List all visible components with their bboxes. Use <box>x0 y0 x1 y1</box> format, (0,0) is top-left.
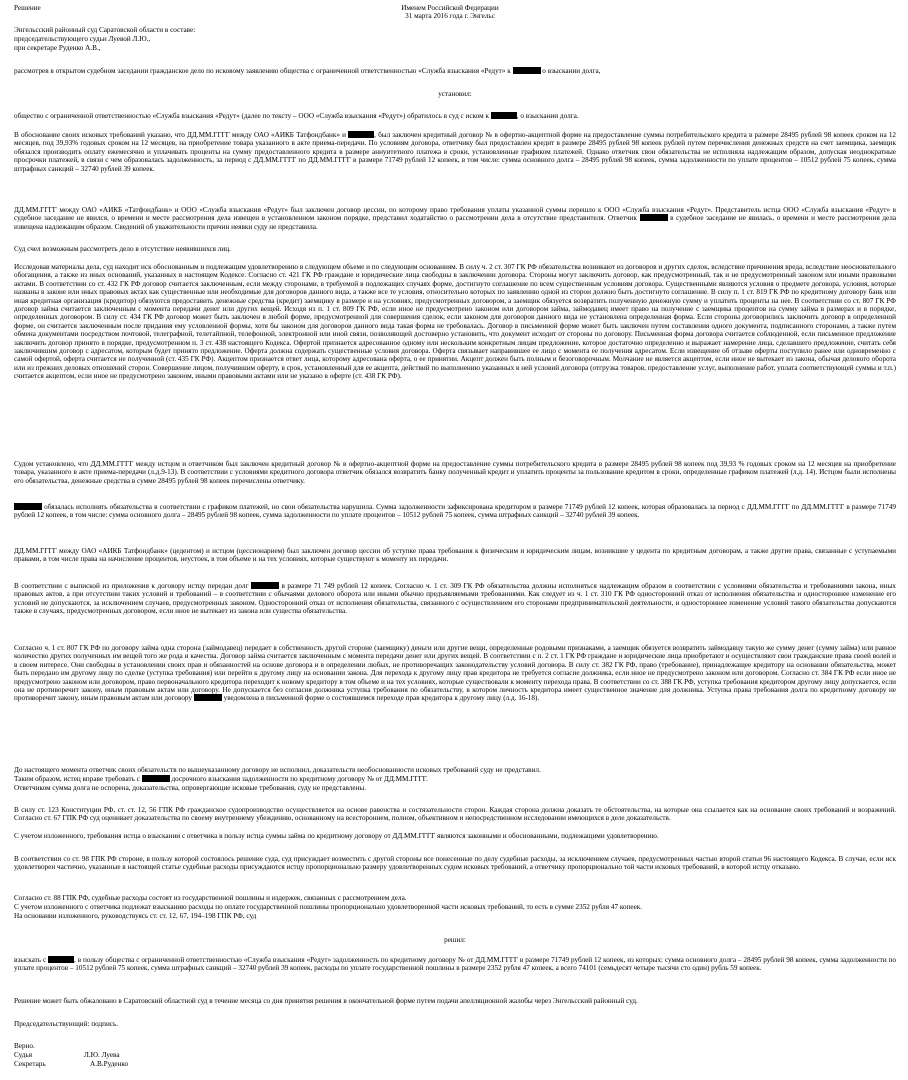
header-line-date-place: 31 марта 2016 года г. Энгельс <box>405 12 495 21</box>
paragraph-text: В обоснование своих исковых требований указано, что ДД.ММ.ГГГГ между ОАО «АИКБ Татфондбанк» и <box>14 131 346 139</box>
redacted-name <box>194 694 222 701</box>
redacted-name <box>491 112 517 119</box>
court-composition: Энгельсский районный суд Саратовской области в составе: <box>14 26 196 34</box>
presiding-signature: Председательствующий: подпись. <box>14 1020 119 1028</box>
paragraph-claim-right <box>14 775 896 783</box>
paragraph-text: Согласно ч. 1 ст. 807 ГК РФ по договору займа одна сторона (займодавец) передает в собственность другой стороне (заемщику) деньги или другие вещи, определенные родовыми признаками, а заемщик обязуется возвратить займодавцу такую же сумму денег (сумму займа) или равное количество других полученных им вещей того же рода и качества. Договор займа считается заключенным с момента передачи денег или других вещей. В соответствии с п. 2 ст. 1 ГК РФ граждане и юридические лица приобретают и осуществляют свои гражданские права своей волей и в своем интересе. Они свободны в установлении своих прав и обязанностей на основе договора и в определении любых, не противоречащих законодательству условий договора. В силу ст. 382 ГК РФ, право (требование), принадлежащее кредитору на основании обязательства, может быть передано им другому лицу по сделке (уступка требования) или перейти к другому лицу на основании закона. Для перехода к другому лицу прав кредитора не требуется согласие должника, если иное не предусмотрено законом или договором. Согласно ст. 384 ГК РФ если иное не предусмотрено законом или договором, право первоначального кредитора переходит к новому кредитору в том объеме и на тех условиях, которые существовали к моменту перехода права. В соответствии со ст. 388 ГК РФ, уступка требования кредитором другому лицу допускается, если она не противоречит закону, иным правовым актам или договору. Не допускается без согласия должника уступка требования по обязательству, в котором личность кредитора имеет существенное значение для должника. Уступка права требования долга по кредитному договору не противоречит закону, иным правовым актам или договору <box>14 644 896 703</box>
redacted-name <box>348 131 374 138</box>
paragraph-legal-analysis: Исследовав материалы дела, суд находит иск обоснованным и подлежащим удовлетворению в следующем объеме и по следующим основаниям. В силу ч. 2 ст. 307 ГК РФ обязательства возникают из договоров и других сделок, вследствие причинения вреда, вследствие неосновательного обогащения, а также из иных оснований, указанных в настоящем Кодексе. Согласно ст. 421 ГК РФ граждане и юридические лица свободны в заключении договора. Стороны могут заключить договор, как предусмотренный, так и не предусмотренный законом или иными правовыми актами. В соответствии со ст. 432 ГК РФ договор считается заключенным, если между сторонами, в требуемой в подлежащих случаях форме, достигнуто соглашение по всем существенным условиям договора. Существенными являются условия о предмете договора, условия, которые названы в законе или иных правовых актах как существенные или необходимые для договоров данного вида, а также все те условия, относительно которых по заявлению одной из сторон должно быть достигнуто соглашение. В силу п. 1 ст. 819 ГК РФ по кредитному договору банк или иная кредитная организация (кредитор) обязуются предоставить денежные средства (кредит) заемщику в размере и на условиях, предусмотренных договором, а заемщик обязуется возвратить полученную денежную сумму и уплатить проценты на нее. В соответствии со ст. 807 ГК РФ договор займа считается заключенным с момента передачи денег или других вещей. Исходя из п. 1 ст. 809 ГК РФ, если иное не предусмотрено законом или договором займа, займодавец имеет право на получение с заемщика процентов на сумму займа в размерах и в порядке, определенных договором. В силу ст. 434 ГК РФ договор может быть заключен в любой форме, предусмотренной для совершения сделок, если законом для договоров данного вида не установлена определенная форма. Если стороны договорились заключить договор в определенной форме, он считается заключенным после придания ему условленной формы, хотя бы законом для договоров данного вида такая форма не требовалась. Договор в письменной форме может быть заключен путем составления одного документа, подписанного сторонами, а также путем обмена документами посредством почтовой, телеграфной, телетайпной, телефонной, электронной или иной связи, позволяющей достоверно установить, что документ исходит от стороны по договору. Письменная форма договора считается соблюденной, если письменное предложение заключить договор принято в порядке, предусмотренном п. 3 ст. 438 настоящего Кодекса. Офертой признается адресованное одному или нескольким конкретным лицам предложение, которое достаточно определенно и выражает намерение лица, сделавшего предложение, считать себя заключившим договор с адресатом, которым будет принято предложение. Оферта должна содержать существенные условия договора. Оферта связывает направившее ее лицо с момента ее получения адресатом. Если извещение об отзыве оферты поступило ранее или одновременно с самой офертой, оферта считается не полученной (ст. 435 ГК РФ). Акцептом признается ответ лица, которому адресована оферта, о ее принятии. Акцепт должен быть полным и безоговорочным. Молчание не является акцептом, если иное не вытекает из закона, обычая делового оборота или из прежних деловых отношений сторон. Совершение лицом, получившим оферту, в срок, установленный для ее акцепта, действий по выполнению указанных в ней условий договора (отгрузка товаров, предоставление услуг, выполнение работ, уплата соответствующей суммы и т.п.) считается акцептом, если иное не предусмотрено законом, иными правовыми актами или не указано в оферте (ст. 438 ГК РФ). <box>14 263 896 381</box>
redacted-name <box>14 503 42 510</box>
redacted-name <box>251 582 279 589</box>
claim-text-before: общество с ограниченной ответственностью «Служба взыскания «Редут» (далее по тексту – ООО «Служба взыскания «Редут») обратилось в суд с иском к <box>14 112 489 120</box>
intro-paragraph <box>14 67 896 75</box>
paragraph-text: , был заключен кредитный договор № в офертно-акцептной форме на предоставление суммы потребительского кредита в размере 28495 рублей 98 копеек сроком на 12 месяцев, под 39,93% годовых сроком на 12 месяцев, на приобретение товара указанного в акте приема-передачи. По условиям договора, ответчику был предоставлен кредит в размере 28495 рублей 98 копеек рублей путем перечисления денежных средств на счет заемщика, заемщик обязался производить оплату ежемесячно и уплачивать проценты на сумму предоставленного кредита в размере аннуитетного платежа в сроки, установленные графиком платежей. Однако ответчик свои обязательства не исполняла надлежащим образом, допуская неоднократные просрочки платежей, в связи с чем образовалась задолженность, за период с ДД.ММ.ГГГГ по ДД.ММ.ГГГГ в размере 71749 рублей 12 копеек, в том числе: сумма основного долга – 28495 рублей 98 копеек, сумма задолженности по уплате процентов – 10512 рублей 75 копеек, сумма штрафных санкций – 32740 рублей 39 копеек. <box>14 131 897 173</box>
paragraph-text: обязалась исполнять обязательства в соответствии с графиком платежей, но свои обязательства нарушила. Сумма задолженности зафиксирована кредитором в размере 71749 рублей 12 копеек, которая образовалась за период с ДД.ММ.ГГГГ по ДД.ММ.ГГГГ в размере 71749 рублей 12 копеек, в том числе: сумма основного долга – 28495 рублей 98 копеек, сумма задолженности по уплате процентов – 10512 рублей 75 копеек, сумма штрафных санкций – 32740 рублей 39 копеек. <box>14 503 897 520</box>
header-line-federation: Именем Российской Федерации <box>401 4 499 12</box>
secretary-name: А.В.Руденко <box>90 1060 129 1068</box>
paragraph-duty-amount: С учетом изложенного с ответчика подлежат взысканию расходы по оплате государственной пошлины пропорционально удовлетворенной части исковых требований, то есть в сумме 2352 рубля 47 копеек. <box>14 903 643 911</box>
section-reshil: решил: <box>444 936 466 944</box>
paragraph-conclusion: С учетом изложенного, требования истца о взыскании с ответчика в пользу истца суммы займа по кредитному договору от ДД.ММ.ГГГГ являются законными и обоснованными, подлежащими удовлетворению. <box>14 832 659 840</box>
secretary-role: Секретарь <box>14 1060 46 1068</box>
court-judge: председательствующего судьи Луевой Л.Ю., <box>14 35 151 43</box>
paragraph-grounds-articles: На основании изложенного, руководствуясь ст. ст. 12, 67, 194–198 ГПК РФ, суд <box>14 912 257 920</box>
paragraph-ruling <box>14 956 896 973</box>
paragraph-absence: Суд счел возможным рассмотреть дело в отсутствие неявившихся лиц. <box>14 245 231 253</box>
redacted-name <box>513 67 541 74</box>
paragraph-text: в судебное заседание не явилась, о времени и месте рассмотрения дела извещена надлежащим образом. Сведений об уважительности причин неявки суду не представила. <box>14 214 897 231</box>
redacted-name <box>48 956 74 963</box>
paragraph-court-costs: В соответствии со ст. 98 ГПК РФ стороне, в пользу которой состоялось решение суда, суд присуждает возместить с другой стороны все понесенные по делу судебные расходы, за исключением случаев, предусмотренных частью второй статьи 96 настоящего Кодекса. В случае, если иск удовлетворен частично, указанные в настоящей статье судебные расходы присуждаются истцу пропорционально размеру удовлетворенных судом исковых требований, а ответчику пропорционально той части исковых требований, в которой истцу отказано. <box>14 855 896 872</box>
verno-label: Верно. <box>14 1042 35 1050</box>
redacted-name <box>142 775 170 782</box>
claim-paragraph <box>14 112 896 120</box>
paragraph-loan-law <box>14 644 896 703</box>
paragraph-debt-amount <box>14 503 896 520</box>
paragraph-state-duty: Согласно ст. 88 ГПК РФ, судебные расходы состоят из государственной пошлины и издержек, связанных с рассмотрением дела. <box>14 894 407 902</box>
paragraph-constitution: В силу ст. 123 Конституции РФ, ст. ст. 12, 56 ГПК РФ гражданское судопроизводство осуществляется на основе равенства и состязательности сторон. Каждая сторона должна доказать те обстоятельства, на которые она ссылается как на основание своих требований и возражений. Согласно ст. 67 ГПК РФ суд оценивает доказательства по своему внутреннему убеждению, основанному на всестороннем, полном, объективном и непосредственном исследовании имеющихся в деле доказательств. <box>14 806 896 823</box>
judge-role: Судья <box>14 1051 32 1059</box>
section-ustanovil: установил: <box>438 90 472 98</box>
paragraph-text: , в пользу общества с ограниченной ответственностью «Служба взыскания «Редут» задолженность по кредитному договору № от ДД.ММ.ГГГГ в размере 71749 рублей 12 копеек, из которых: сумма основного долга – 28495 рублей 98 копеек, сумма задолженности по уплате процентов – 10512 рублей 75 копеек, сумма штрафных санкций – 32740 рублей 39 копеек, расходы по уплате государственной пошлины в размере 2352 рубля 47 копеек, а всего 74101 (семьдесят четыре тысячи сто один) рубль 59 копеек. <box>14 956 896 973</box>
document-type-label: Решение <box>14 4 41 12</box>
paragraph-established-facts: Судом установлено, что ДД.ММ.ГГГГ между истцом и ответчиком был заключен кредитный договор № в офертно-акцептной форме на предоставление суммы потребительского кредита в размере 28495 рублей 98 копеек под 39,93 % годовых сроком на 12 месяцев на приобретение товара, указанного в акте приема-передачи (л.д.9-13). В соответствии с условиями кредитного договора ответчик обязался возвратить банку полученный кредит и уплатить проценты за пользование кредитом в сроки, определенные графиком платежей (л.д. 14). Истцом были исполнены его обязательства, денежные средства в сумме 28495 рублей 98 копеек перечислены ответчику. <box>14 460 896 485</box>
paragraph-text: В соответствии с выпиской из приложения к договору истцу передан долг <box>14 582 249 590</box>
paragraph-text: досрочного взыскания задолженности по кредитному договору № от ДД.ММ.ГГГГ. <box>171 775 428 783</box>
paragraph-text: в размере 71 749 рублей 12 копеек. Согласно ч. 1 ст. 309 ГК РФ обязательства должны исполняться надлежащим образом в соответствии с условиями обязательства и требованиями закона, иных правовых актов, а при отсутствии таких условий и требований – в соответствии с обычаями делового оборота или иными обычно предъявляемыми требованиями. Как следует из ч. 1 ст. 310 ГК РФ односторонний отказ от исполнения обязательства и одностороннее изменение его условий не допускаются, за исключением случаев, предусмотренных законом. Односторонний отказ от исполнения обязательства, связанного с осуществлением его сторонами предпринимательской деятельности, и одностороннее изменение условий такого обязательства допускаются также в случаях, предусмотренных договором, если иное не вытекает из закона или существа обязательства. <box>14 582 897 616</box>
paragraph-text: Таким образом, истец вправе требовать с <box>14 775 140 783</box>
intro-text-before: рассмотрев в открытом судебном заседании гражданское дело по исковому заявлению общества с ограниченной ответственностью «Служба взыскания «Редут» к <box>14 67 511 75</box>
judge-name: Л.Ю. Луева <box>84 1051 120 1059</box>
paragraph-not-disputed: Ответчиком сумма долга не оспорена, доказательства, опровергающие исковые требования, суду не представлены. <box>14 784 367 792</box>
document-header <box>350 4 550 21</box>
paragraph-text: взыскать с <box>14 956 47 964</box>
court-secretary: при секретаре Руденко А.В., <box>14 44 101 52</box>
paragraph-text: уведомлена в письменной форме о состоявшемся переходе прав кредитора к другому лицу (л.д. 16-18). <box>223 694 540 703</box>
redacted-name <box>640 214 668 221</box>
paragraph-transfer <box>14 582 896 616</box>
paragraph-nonperformance: До настоящего момента ответчик своих обязательств по вышеуказанному договору не исполнил, доказательств необоснованности исковых требований суду не представил. <box>14 766 541 774</box>
paragraph-grounds <box>14 131 896 173</box>
intro-text-after: о взыскании долга, <box>542 67 601 75</box>
paragraph-text: ДД.ММ.ГГГГ между ОАО «АИКБ «Татфондбанк» и ООО «Служба взыскания «Редут» был заключен договор цессии, по которому право требования уплаты указанной суммы перешло к ООО «Служба взыскания «Редут». Представитель истца ООО «Служба взыскания «Редут» в судебное заседание не явился, о времени и месте рассмотрения дела извещен в установленном законом порядке, представил ходатайство о рассмотрении дела в отсутствие представителя. Ответчик <box>14 206 896 223</box>
paragraph-cession-agreement: ДД.ММ.ГГГГ между ОАО «АИКБ Татфондбанк» (цедентом) и истцом (цессионарием) был заключен договор цессии об уступке права требования к физическим и юридическим лицам, возникшие у цедента по кредитным договорам, а также другие права, связанные с уступаемыми правами, в том числе права на начисление процентов, неустоек, в том объеме и на тех условиях, которые существуют к моменту их передачи. <box>14 547 896 564</box>
paragraph-appeal: Решение может быть обжаловано в Саратовский областной суд в течение месяца со дня принятия решения в окончательной форме путем подачи апелляционной жалобы через Энгельсский районный суд. <box>14 997 638 1005</box>
paragraph-cession <box>14 206 896 231</box>
claim-text-after: , о взыскании долга. <box>516 112 579 120</box>
